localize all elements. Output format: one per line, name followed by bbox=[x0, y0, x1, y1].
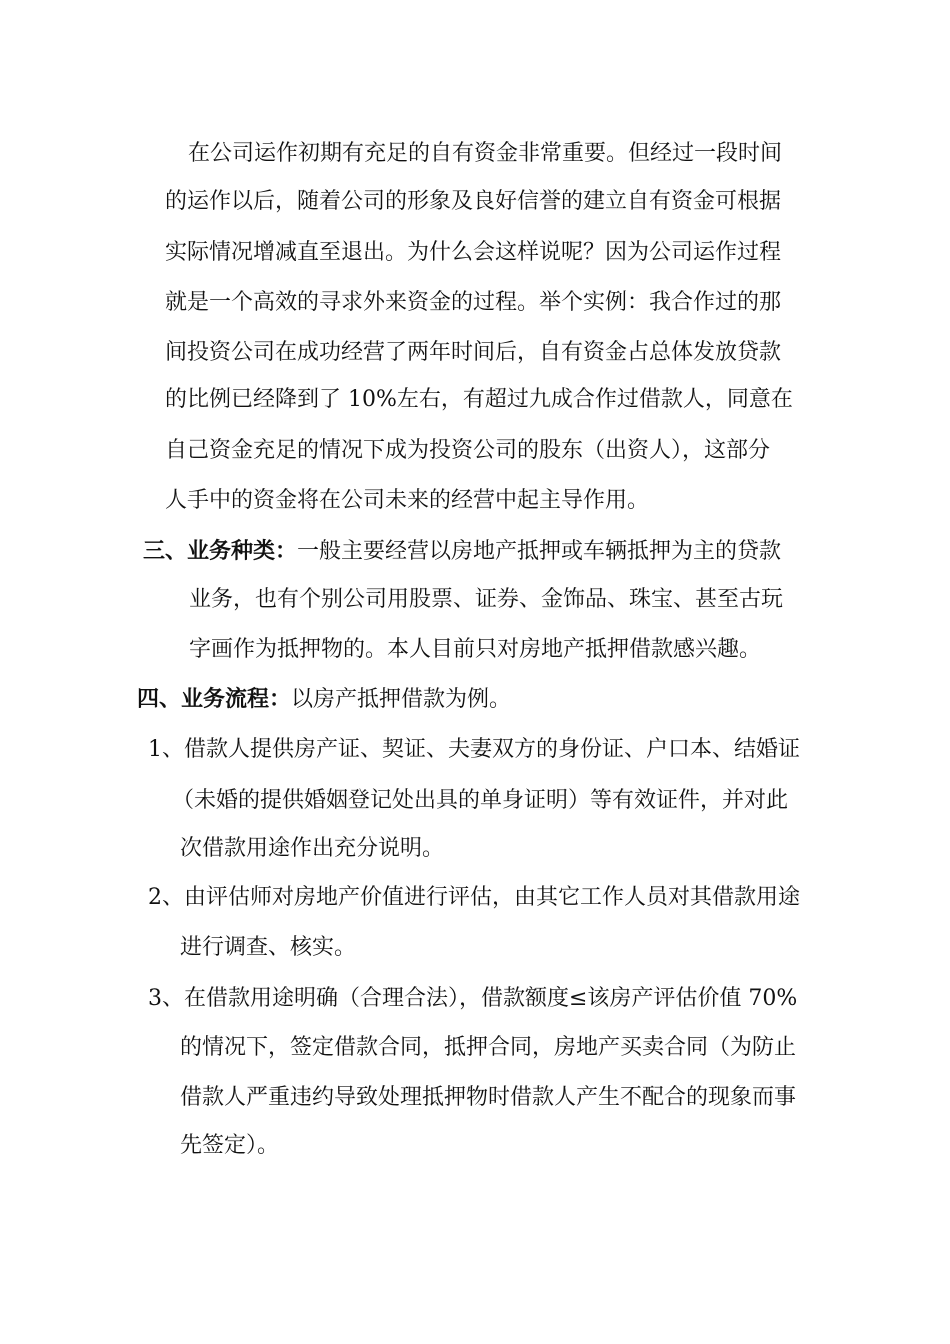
text-line: 进行调查、核实。 bbox=[180, 935, 357, 960]
item-line bbox=[148, 883, 800, 913]
item-text: 在借款用途明确（合理合法），借款额度≤该房产评估价值 70% bbox=[184, 986, 798, 1011]
text-line: 借款人严重违约导致处理抵押物时借款人产生不配合的现象而事 bbox=[180, 1085, 797, 1110]
item-line bbox=[148, 735, 800, 765]
item-number: 1、 bbox=[148, 737, 184, 762]
text-line: 就是一个高效的寻求外来资金的过程。举个实例：我合作过的那 bbox=[165, 290, 782, 315]
section-line bbox=[137, 684, 511, 714]
item-number: 2、 bbox=[148, 885, 184, 910]
item-number: 3、 bbox=[148, 986, 184, 1011]
section-text: 以房产抵押借款为例。 bbox=[291, 687, 512, 712]
text-line: 业务，也有个别公司用股票、证券、金饰品、珠宝、甚至古玩 bbox=[189, 587, 784, 612]
text-line: 实际情况增减直至退出。为什么会这样说呢？因为公司运作过程 bbox=[165, 240, 782, 265]
text-line: 在公司运作初期有充足的自有资金非常重要。但经过一段时间 bbox=[188, 141, 783, 166]
text-line: 自己资金充足的情况下成为投资公司的股东（出资人），这部分 bbox=[165, 438, 771, 463]
text-line: 字画作为抵押物的。本人目前只对房地产抵押借款感兴趣。 bbox=[189, 637, 762, 662]
item-text: 由评估师对房地产价值进行评估，由其它工作人员对其借款用途 bbox=[184, 885, 801, 910]
section-heading: 四、业务流程： bbox=[137, 686, 292, 712]
section-line bbox=[143, 536, 781, 566]
text-line: 次借款用途作出充分说明。 bbox=[180, 836, 445, 861]
text-line: 的比例已经降到了 10%左右，有超过九成合作过借款人，同意在 bbox=[165, 387, 793, 412]
text-line: 间投资公司在成功经营了两年时间后，自有资金占总体发放贷款 bbox=[165, 340, 782, 365]
text-line: 的运作以后，随着公司的形象及良好信誉的建立自有资金可根据 bbox=[165, 189, 782, 214]
item-line bbox=[148, 984, 797, 1014]
text-line: 的情况下，签定借款合同，抵押合同，房地产买卖合同（为防止 bbox=[180, 1035, 797, 1060]
text-line: （未婚的提供婚姻登记处出具的单身证明）等有效证件，并对此 bbox=[172, 788, 789, 813]
section-text: 一般主要经营以房地产抵押或车辆抵押为主的贷款 bbox=[297, 539, 782, 564]
text-line: 人手中的资金将在公司未来的经营中起主导作用。 bbox=[165, 488, 650, 513]
text-line: 先签定）。 bbox=[180, 1133, 280, 1158]
item-text: 借款人提供房产证、契证、夫妻双方的身份证、户口本、结婚证 bbox=[184, 737, 801, 762]
section-heading: 三、业务种类： bbox=[143, 538, 298, 564]
